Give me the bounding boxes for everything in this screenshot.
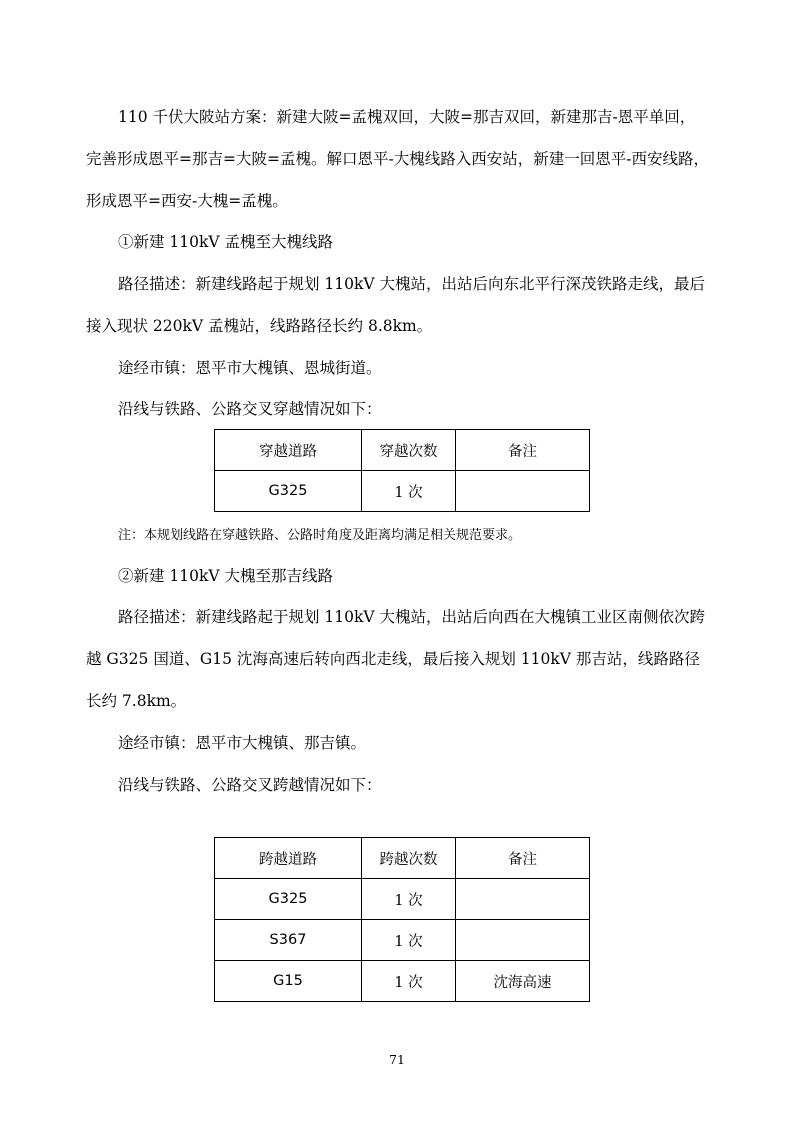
section-title: ②新建 110kV 大槐至那吉线路 [118, 567, 334, 585]
paragraph-line: 途经市镇：恩平市大槐镇、恩城街道。 [118, 359, 382, 377]
table-cell: 1 次 [362, 961, 456, 1002]
table-cell: G325 [215, 471, 362, 512]
page-number: 71 [389, 1052, 405, 1067]
table-cell [456, 920, 590, 961]
table-cell: S367 [215, 920, 362, 961]
crossing-table-1 [214, 429, 590, 512]
paragraph-line: 完善形成恩平=那吉=大陂=孟槐。解口恩平-大槐线路入西安站，新建一回恩平-西安线路， [86, 150, 709, 168]
table-row [215, 879, 590, 920]
table-cell: 沈海高速 [456, 961, 590, 1002]
table-row [215, 920, 590, 961]
table-header-row [215, 838, 590, 879]
paragraph-line: 沿线与铁路、公路交叉穿越情况如下： [118, 400, 382, 418]
table-cell [456, 471, 590, 512]
table-cell: G325 [215, 879, 362, 920]
paragraph-line: 形成恩平=西安-大槐=孟槐。 [86, 192, 288, 210]
table-header-cell: 穿越道路 [215, 430, 362, 471]
table-header-cell: 备注 [456, 838, 590, 879]
table-note: 注：本规划线路在穿越铁路、公路时角度及距离均满足相关规范要求。 [118, 528, 522, 543]
paragraph-line: 110 千伏大陂站方案：新建大陂=孟槐双回，大陂=那吉双回，新建那吉-恩平单回， [118, 108, 696, 126]
table-cell: G15 [215, 961, 362, 1002]
table-row [215, 471, 590, 512]
paragraph-line: 途经市镇：恩平市大槐镇、那吉镇。 [118, 734, 367, 752]
section-title: ①新建 110kV 孟槐至大槐线路 [118, 233, 334, 251]
paragraph-line: 接入现状 220kV 孟槐站，线路路径长约 8.8km。 [86, 317, 433, 335]
table-header-cell: 备注 [456, 430, 590, 471]
crossing-table-2 [214, 837, 590, 1002]
paragraph-line: 沿线与铁路、公路交叉跨越情况如下： [118, 776, 382, 794]
table-cell: 1 次 [362, 471, 456, 512]
table-cell: 1 次 [362, 879, 456, 920]
table-cell: 1 次 [362, 920, 456, 961]
table-header-cell: 跨越道路 [215, 838, 362, 879]
table-row [215, 961, 590, 1002]
paragraph-line: 路径描述：新建线路起于规划 110kV 大槐站，出站后向西在大槐镇工业区南侧依次跨 [118, 608, 706, 626]
paragraph-line: 越 G325 国道、G15 沈海高速后转向西北走线，最后接入规划 110kV 那吉站，线路路径 [86, 650, 700, 668]
paragraph-line: 长约 7.8km。 [86, 692, 187, 710]
table-header-cell: 穿越次数 [362, 430, 456, 471]
table-header-row [215, 430, 590, 471]
table-cell [456, 879, 590, 920]
paragraph-line: 路径描述：新建线路起于规划 110kV 大槐站，出站后向东北平行深茂铁路走线，最后 [118, 275, 706, 293]
table-header-cell: 跨越次数 [362, 838, 456, 879]
